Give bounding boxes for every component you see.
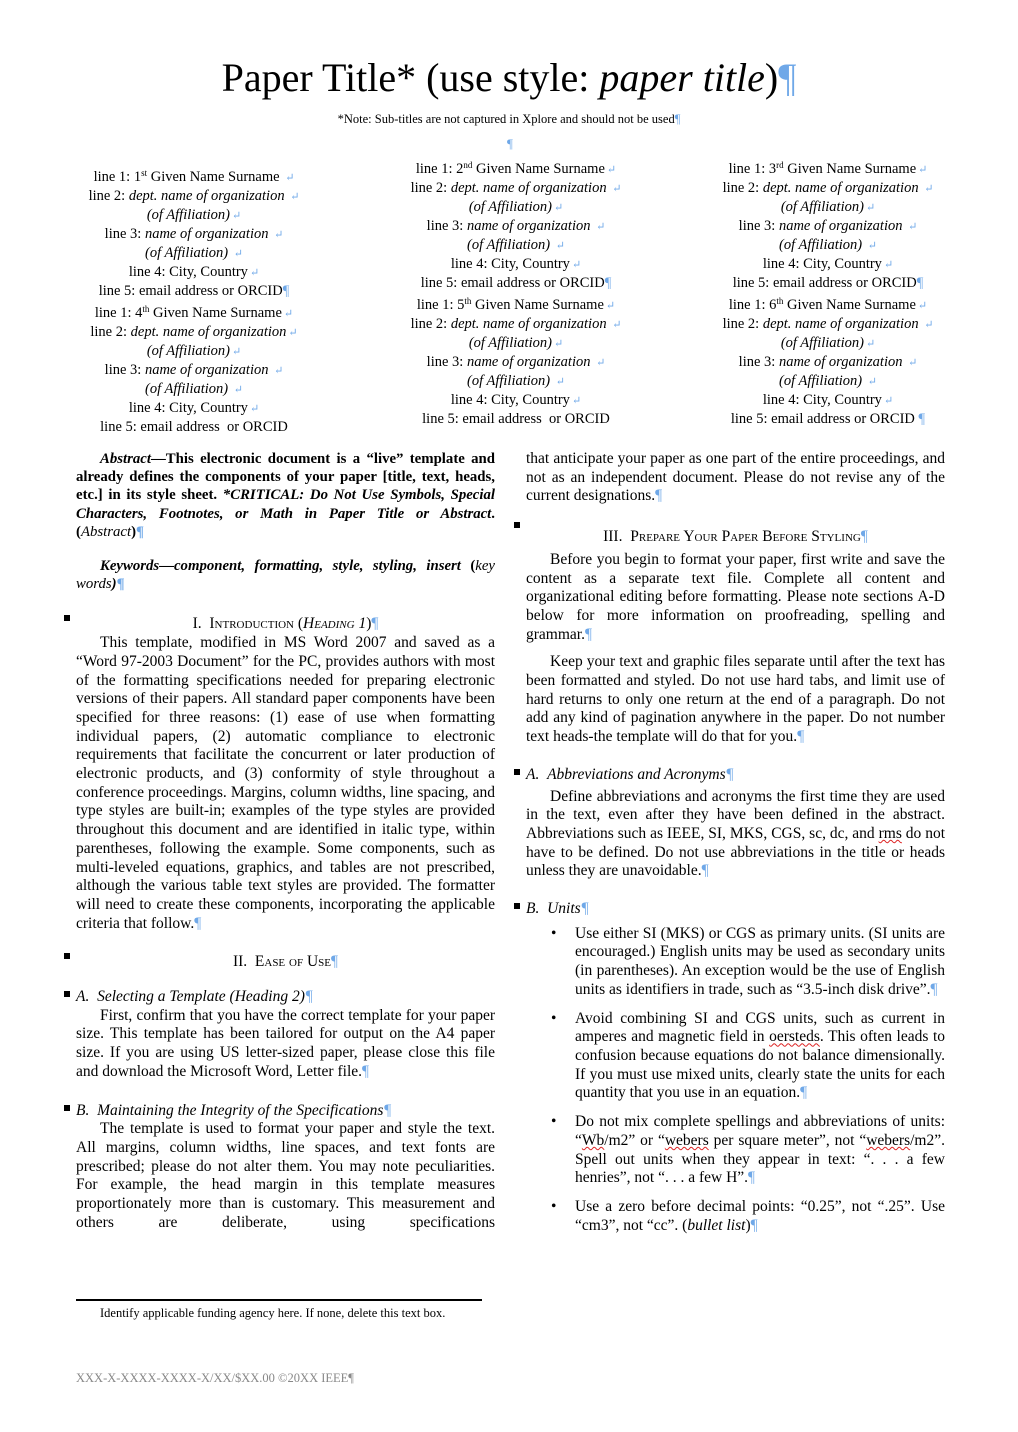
heading-marker-icon: [64, 991, 70, 997]
line-break-icon: ↵: [571, 259, 582, 271]
line-break-icon: ↵: [867, 240, 877, 252]
subsection-heading-abbreviations[interactable]: A. Abbreviations and Acronyms¶: [526, 766, 945, 785]
subsection-heading-units[interactable]: B. Units¶: [526, 900, 945, 919]
line-break-icon: ↵: [249, 403, 260, 415]
pilcrow-icon: ¶: [674, 112, 681, 126]
line-break-icon: ↵: [571, 395, 582, 407]
pilcrow-icon: ¶: [860, 528, 868, 546]
line-break-icon: ↵: [883, 395, 894, 407]
pilcrow-icon: ¶: [362, 1062, 370, 1080]
line-break-icon: ↵: [865, 338, 876, 350]
pilcrow-icon: ¶: [750, 1216, 758, 1234]
pilcrow-icon: ¶: [748, 1169, 756, 1187]
section-heading-ease-of-use[interactable]: II. Ease of Use¶: [76, 953, 495, 972]
line-break-icon: ↵: [612, 319, 622, 331]
heading-marker-icon: [64, 1105, 70, 1111]
pilcrow-icon: ¶: [797, 728, 805, 746]
pilcrow-icon: ¶: [507, 136, 513, 151]
pilcrow-icon: ¶: [584, 625, 592, 643]
section-heading-introduction[interactable]: I. Introduction (Heading 1)¶: [76, 615, 495, 634]
pilcrow-icon: ¶: [725, 765, 734, 783]
pilcrow-icon: ¶: [604, 275, 612, 291]
line-break-icon: ↵: [231, 346, 242, 358]
line-break-icon: ↵: [249, 267, 260, 279]
author-block-2[interactable]: line 1: 2nd Given Name Surname ↵ line 2: dept. name of organization ↵ (of Affiliation) ↵ line 3: name of organization ↵ (of Affiliation) ↵ line 4: City, Country ↵ line 5: email address or ORCID¶: [410, 160, 622, 291]
selecting-template-body[interactable]: First, confirm that you have the correct template for your paper size. This template has been tailored for output on the A4 paper size. If you are using US letter-sized paper, please close this file and download the Microsoft Word, Letter file.¶: [76, 1006, 495, 1080]
pilcrow-icon: ¶: [930, 980, 938, 998]
author-block-1[interactable]: line 1: 1st Given Name Surname ↵ line 2: dept. name of organization ↵ (of Affiliation) ↵ line 3: name of organization ↵ (of Affiliation) ↵ line 4: City, Country ↵ line 5: email address or ORCID¶: [88, 168, 300, 299]
introduction-body[interactable]: This template, modified in MS Word 2007 and saved as a “Word 97-2003 Document” for the PC, provides authors with most of the formatting specifications needed for preparing electronic versions of their papers. All standard paper components have been specified for three reasons: (1) ease of use when formatting individual papers, (2) automatic compliance to electronic requirements that facilitate the concurrent or later production of electronic products, and (3) conformity of style throughout a conference proceedings. Margins, column widths, line spacing, and type styles are built-in; examples of the type styles are provided throughout this document and are identified in italic type, within parentheses, following the example. Some components, such as multi-leveled equations, graphics, and tables are not prescribed, although the various table text styles are provided. The formatter will need to create these components, incorporating the applicable criteria that follow.¶: [76, 634, 495, 932]
spellcheck-word: oersteds: [769, 1028, 820, 1046]
line-break-icon: ↵: [555, 376, 565, 388]
spellcheck-word: webers: [664, 1131, 709, 1149]
line-break-icon: ↵: [917, 300, 928, 312]
line-break-icon: ↵: [883, 259, 894, 271]
subsection-heading-selecting-template[interactable]: A. Selecting a Template (Heading 2)¶: [76, 988, 495, 1007]
line-break-icon: ↵: [596, 357, 606, 369]
line-break-icon: ↵: [605, 300, 616, 312]
keywords-paragraph[interactable]: Keywords—component, formatting, style, styling, insert (key words)¶: [76, 558, 495, 593]
pilcrow-icon: ¶: [194, 914, 202, 932]
line-break-icon: ↵: [233, 248, 243, 260]
author-block-6[interactable]: line 1: 6th Given Name Surname ↵ line 2: dept. name of organization ↵ (of Affiliation) ↵ line 3: name of organization ↵ (of Affiliation) ↵ line 4: City, Country ↵ line 5: email address or ORCID ¶: [722, 296, 934, 427]
paper-title[interactable]: Paper Title* (use style: paper title)¶: [221, 55, 797, 100]
pilcrow-icon: ¶: [383, 1101, 392, 1119]
line-break-icon: ↵: [555, 240, 565, 252]
line-break-icon: ↵: [908, 357, 918, 369]
line-break-icon: ↵: [612, 183, 622, 195]
pilcrow-icon: ¶: [918, 411, 926, 427]
heading-marker-icon: [514, 903, 520, 909]
list-item[interactable]: • Avoid combining SI and CGS units, such as current in amperes and magnetic field in oersteds. This often leads to confusion because equations do not balance dimensionally. If you must use mixed units, clearly state the units for each quantity that you use in an equation.¶: [526, 1010, 945, 1104]
list-item[interactable]: • Use a zero before decimal points: “0.25”, not “.25”. Use “cm3”, not “cc”. (bullet list)¶: [526, 1198, 945, 1235]
pilcrow-icon: ¶: [916, 275, 924, 291]
pilcrow-icon: ¶: [778, 55, 797, 100]
line-break-icon: ↵: [283, 308, 294, 320]
integrity-body-part1[interactable]: The template is used to format your paper and style the text. All margins, column widths, line spaces, and text fonts are prescribed; please do not alter them. You may note peculiarities. For example, the head margin in this template measures proportionately more than is customary. This measurement and others are deliberate, using specifications: [76, 1120, 495, 1231]
subsection-heading-integrity[interactable]: B. Maintaining the Integrity of the Specifications¶: [76, 1102, 495, 1121]
line-break-icon: ↵: [553, 202, 564, 214]
line-break-icon: ↵: [274, 229, 284, 241]
pilcrow-icon: ¶: [331, 953, 339, 971]
line-break-icon: ↵: [867, 376, 877, 388]
pilcrow-icon: ¶: [116, 576, 125, 593]
spellcheck-word: rms: [878, 824, 902, 842]
line-break-icon: ↵: [274, 365, 284, 377]
pilcrow-icon: ¶: [701, 862, 709, 880]
copyright-line[interactable]: XXX-X-XXXX-XXXX-X/XX/$XX.00 ©20XX IEEE¶: [76, 1371, 354, 1385]
author-block-4[interactable]: line 1: 4th Given Name Surname ↵ line 2: dept. name of organization ↵ (of Affiliation) ↵ line 3: name of organization ↵ (of Affiliation) ↵ line 4: City, Country ↵ line 5: email address or ORCID: [90, 304, 298, 435]
funding-footnote[interactable]: Identify applicable funding agency here. If none, delete this text box.: [100, 1306, 446, 1320]
line-break-icon: ↵: [908, 221, 918, 233]
line-break-icon: ↵: [290, 191, 300, 203]
right-column: [526, 450, 953, 1235]
line-break-icon: ↵: [924, 319, 934, 331]
heading-marker-icon: [514, 769, 520, 775]
section-heading-prepare-paper[interactable]: III. Prepare Your Paper Before Styling¶: [526, 528, 945, 547]
integrity-body-part2[interactable]: that anticipate your paper as one part of the entire proceedings, and not as an independent document. Please do not revise any of the current designations.¶: [526, 450, 945, 505]
subtitle-note[interactable]: *Note: Sub-titles are not captured in Xplore and should not be used¶: [337, 112, 681, 126]
list-item[interactable]: • Use either SI (MKS) or CGS as primary units. (SI units are encouraged.) English units may be used as secondary units (in parentheses). An exception would be the use of English units as identifiers in trade, such as “3.5-inch disk drive”.¶: [526, 925, 945, 1000]
heading-marker-icon: [514, 522, 520, 528]
list-item[interactable]: • Do not mix complete spellings and abbreviations of units: “Wb/m2” or “webers per square meter”, not “webers/m2”. Spell out units when they appear in text: “. . . a few henries”, not “. . . a few H”.¶: [526, 1113, 945, 1188]
pilcrow-icon: ¶: [655, 487, 663, 505]
prepare-paper-body-1[interactable]: Before you begin to format your paper, first write and save the content as a separate text file. Complete all content and organizational editing before formatting. Please note sections A-D below for more information on proofreading, spelling and grammar.¶: [526, 550, 945, 643]
line-break-icon: ↵: [924, 183, 934, 195]
line-break-icon: ↵: [288, 327, 298, 339]
line-break-icon: ↵: [231, 210, 242, 222]
pilcrow-icon: ¶: [800, 1084, 808, 1102]
line-break-icon: ↵: [553, 338, 564, 350]
pilcrow-icon: ¶: [580, 900, 589, 918]
line-break-icon: ↵: [285, 172, 295, 184]
prepare-paper-body-2[interactable]: Keep your text and graphic files separate until after the text has been formatted and styled. Do not use hard tabs, and limit use of hard returns to only one return at the end of a paragraph. Do not add any kind of pagination anywhere in the paper. Do not number text heads-the template will do that for you.¶: [526, 653, 945, 746]
heading-marker-icon: [64, 615, 70, 621]
footnote-divider: [76, 1299, 482, 1301]
line-break-icon: ↵: [918, 164, 928, 176]
abbreviations-body[interactable]: Define abbreviations and acronyms the first time they are used in the text, even after they have been defined in the abstract. Abbreviations such as IEEE, SI, MKS, CGS, sc, dc, and rms do not have to be defined. Do not use abbreviations in the title or heads unless they are unavoidable.¶: [526, 787, 946, 880]
pilcrow-icon: ¶: [136, 523, 145, 540]
pilcrow-icon: ¶: [304, 988, 313, 1006]
spellcheck-word: webers: [866, 1131, 911, 1149]
left-column: [76, 450, 495, 1233]
line-break-icon: ↵: [596, 221, 606, 233]
author-block-5[interactable]: line 1: 5th Given Name Surname ↵ line 2: dept. name of organization ↵ (of Affiliation) ↵ line 3: name of organization ↵ (of Affiliation) ↵ line 4: City, Country ↵ line 5: email address or ORCID: [410, 296, 622, 427]
pilcrow-icon: ¶: [371, 615, 379, 633]
abstract-paragraph[interactable]: Abstract—This electronic document is a “live” template and already defines the components of your paper [title, text, heads, etc.] in its style sheet. *CRITICAL: Do Not Use Symbols, Special Characters, Footnotes, or Math in Paper Title or Abstract. (Abstract)¶: [76, 451, 495, 540]
author-block-3[interactable]: line 1: 3rd Given Name Surname ↵ line 2: dept. name of organization ↵ (of Affiliation) ↵ line 3: name of organization ↵ (of Affiliation) ↵ line 4: City, Country ↵ line 5: email address or ORCID¶: [722, 160, 934, 291]
heading-marker-icon: [64, 953, 70, 959]
line-break-icon: ↵: [233, 384, 243, 396]
spellcheck-word: Wb: [581, 1131, 605, 1149]
units-bullet-list: [526, 924, 953, 1236]
line-break-icon: ↵: [865, 202, 876, 214]
pilcrow-icon: ¶: [282, 283, 290, 299]
line-break-icon: ↵: [606, 164, 617, 176]
